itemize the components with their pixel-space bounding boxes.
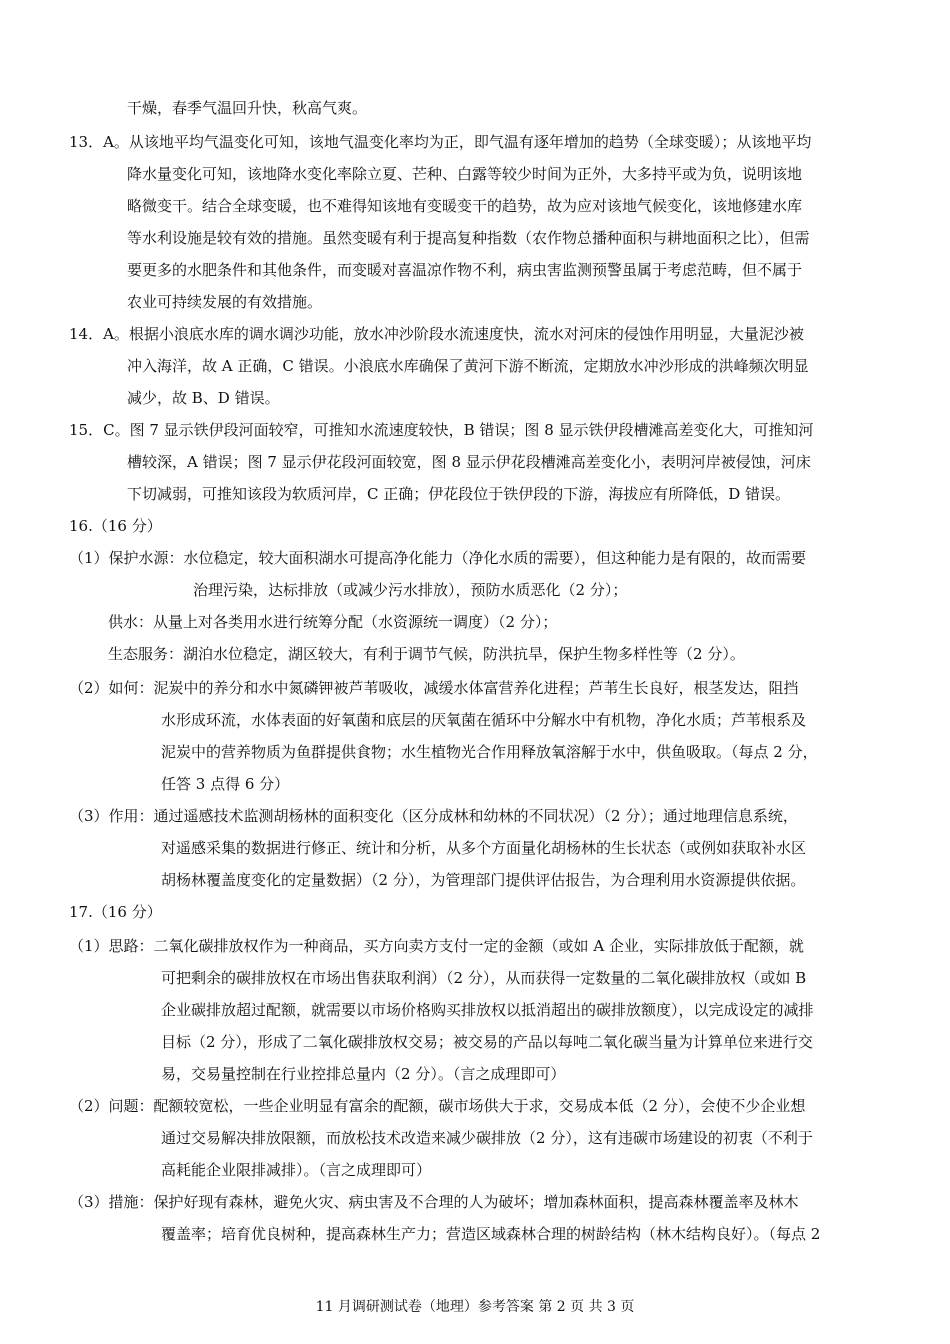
text-line: 下切减弱，可推知该段为软质河岸，C 正确；伊花段位于铁伊段的下游，海拔应有所降低，D 错误。 [127, 485, 791, 503]
text-line: 农业可持续发展的有效措施。 [127, 293, 323, 311]
text-line: 可把剩余的碳排放权在市场出售获取利润）（2 分），从而获得一定数量的二氧化碳排放权（或如 B [161, 969, 807, 987]
text-line: （1）保护水源：水位稳定，较大面积湖水可提高净化能力（净化水质的需要），但这种能力是有限的，故而需要 [69, 549, 807, 567]
text-line: 通过交易解决排放限额，而放松技术改造来减少碳排放（2 分），这有违碳市场建设的初衷（不利于 [161, 1129, 813, 1147]
text-line: 高耗能企业限排减排）。（言之成理即可） [161, 1161, 432, 1179]
text-line: 槽较深，A 错误；图 7 显示伊花段河面较宽，图 8 显示伊花段槽滩高差变化小，表明河岸被侵蚀，河床 [127, 453, 811, 471]
text-line: 企业碳排放超过配额，就需要以市场价格购买排放权以抵消超出的碳排放额度），以完成设定的减排 [161, 1001, 814, 1019]
section-heading: 16.（16 分） [69, 517, 162, 535]
text-line: 要更多的水肥条件和其他条件，而变暖对喜温凉作物不利，病虫害监测预警虽属于考虑范畴，但不属于 [127, 261, 803, 279]
text-line: 对遥感采集的数据进行修正、统计和分析，从多个方面量化胡杨林的生长状态（或例如获取补水区 [161, 839, 807, 857]
text-line: 水形成环流，水体表面的好氧菌和底层的厌氧菌在循环中分解水中有机物，净化水质；芦苇根系及 [161, 711, 807, 729]
text-line: （2）问题：配额较宽松，一些企业明显有富余的配额，碳市场供大于求，交易成本低（2 分），会使不少企业想 [69, 1097, 806, 1115]
text-line: （3）措施：保护好现有森林，避免火灾、病虫害及不合理的人为破坏；增加森林面积，提高森林覆盖率及林木 [69, 1193, 799, 1211]
text-line: 生态服务：湖泊水位稳定，湖区较大，有利于调节气候，防洪抗旱，保护生物多样性等（2 分）。 [108, 645, 745, 663]
text-line: 降水量变化可知，该地降水变化率除立夏、芒种、白露等较少时间为正外，大多持平或为负，说明该地 [127, 165, 803, 183]
text-line: 减少，故 B、D 错误。 [127, 389, 280, 407]
text-line: 易，交易量控制在行业控排总量内（2 分）。（言之成理即可） [161, 1065, 566, 1083]
text-line: 供水：从量上对各类用水进行统筹分配（水资源统一调度）（2 分）； [108, 613, 558, 631]
text-line: 14．A。根据小浪底水库的调水调沙功能，放水冲沙阶段水流速度快，流水对河床的侵蚀作用明显，大量泥沙被 [69, 325, 804, 343]
text-line: 目标（2 分），形成了二氧化碳排放权交易；被交易的产品以每吨二氧化碳当量为计算单位来进行交 [161, 1033, 813, 1051]
text-line: 冲入海洋，故 A 正确，C 错误。小浪底水库确保了黄河下游不断流，定期放水冲沙形成的洪峰频次明显 [127, 357, 809, 375]
text-line: （1）思路：二氧化碳排放权作为一种商品，买方向卖方支付一定的金额（或如 A 企业，实际排放低于配额，就 [69, 937, 804, 955]
text-line: 治理污染，达标排放（或减少污水排放），预防水质恶化（2 分）； [193, 581, 628, 599]
text-line: 胡杨林覆盖度变化的定量数据）（2 分），为管理部门提供评估报告，为合理利用水资源提供依据。 [161, 871, 806, 889]
section-heading: 17.（16 分） [69, 903, 162, 921]
text-line: 15．C。图 7 显示铁伊段河面较窄，可推知水流速度较快，B 错误；图 8 显示铁伊段槽滩高差变化大，可推知河 [69, 421, 814, 439]
text-line: （2）如何：泥炭中的养分和水中氮磷钾被芦苇吸收，减缓水体富营养化进程；芦苇生长良好，根茎发达，阻挡 [69, 679, 799, 697]
text-line: 13．A。从该地平均气温变化可知，该地气温变化率均为正，即气温有逐年增加的趋势（全球变暖）；从该地平均 [69, 133, 812, 151]
page-footer: 11 月调研测试卷（地理）参考答案 第 2 页 共 3 页 [315, 1299, 635, 1315]
text-line: 泥炭中的营养物质为鱼群提供食物；水生植物光合作用释放氧溶解于水中，供鱼吸取。（每点 2 分， [161, 743, 818, 761]
text-line: 任答 3 点得 6 分） [161, 775, 290, 793]
text-line: （3）作用：通过遥感技术监测胡杨林的面积变化（区分成林和幼林的不同状况）（2 分）；通过地理信息系统， [69, 807, 798, 825]
text-line: 干燥，春季气温回升快，秋高气爽。 [127, 99, 368, 117]
text-line: 覆盖率；培育优良树种，提高森林生产力；营造区域森林合理的树龄结构（林木结构良好）。（每点 2 [161, 1225, 821, 1243]
text-line: 等水利设施是较有效的措施。虽然变暖有利于提高复种指数（农作物总播种面积与耕地面积之比），但需 [127, 229, 810, 247]
text-line: 略微变干。结合全球变暖，也不难得知该地有变暖变干的趋势，故为应对该地气候变化，该地修建水库 [127, 197, 803, 215]
